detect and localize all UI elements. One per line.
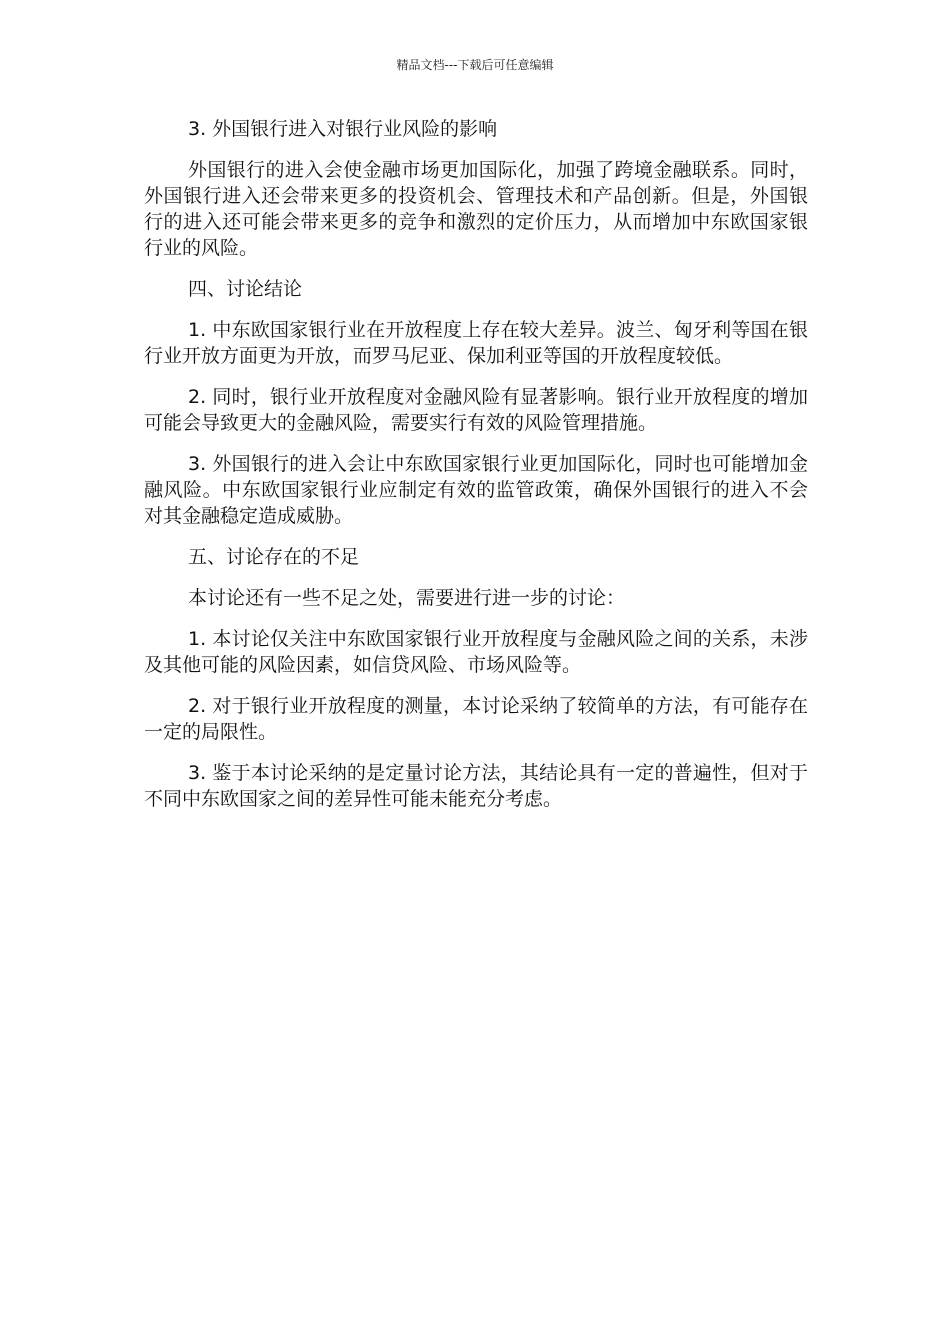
conclusion-item-2: 2. 同时，银行业开放程度对金融风险有显著影响。银行业开放程度的增加可能会导致更大的金融风险，需要实行有效的风险管理措施。 [144,386,808,434]
section-heading-limitations: 五、讨论存在的不足 [188,546,360,568]
conclusion-item-1: 1. 中东欧国家银行业在开放程度上存在较大差异。波兰、匈牙利等国在银行业开放方面更为开放，而罗马尼亚、保加利亚等国的开放程度较低。 [144,319,808,367]
limitation-item-3: 3. 鉴于本讨论采纳的是定量讨论方法，其结论具有一定的普遍性，但对于不同中东欧国家之间的差异性可能未能充分考虑。 [144,762,808,810]
limitation-item-1: 1. 本讨论仅关注中东欧国家银行业开放程度与金融风险之间的关系，未涉及其他可能的风险因素，如信贷风险、市场风险等。 [144,628,808,676]
body-paragraph: 外国银行的进入会使金融市场更加国际化，加强了跨境金融联系。同时，外国银行进入还会带来更多的投资机会、管理技术和产品创新。但是，外国银行的进入还可能会带来更多的竞争和激烈的定价压力，从而增加中东欧国家银行业的风险。 [144,159,808,259]
section-heading-foreign-bank-risk: 3. 外国银行进入对银行业风险的影响 [188,118,498,140]
conclusion-item-3: 3. 外国银行的进入会让中东欧国家银行业更加国际化，同时也可能增加金融风险。中东欧国家银行业应制定有效的监管政策，确保外国银行的进入不会对其金融稳定造成威胁。 [144,453,808,527]
page-header: 精品文档---下载后可任意编辑 [396,58,554,72]
document-body [144,116,808,812]
limitation-item-2: 2. 对于银行业开放程度的测量，本讨论采纳了较简单的方法，有可能存在一定的局限性。 [144,695,808,743]
section-heading-conclusions: 四、讨论结论 [188,278,303,300]
body-paragraph: 本讨论还有一些不足之处，需要进行进一步的讨论： [188,587,626,609]
